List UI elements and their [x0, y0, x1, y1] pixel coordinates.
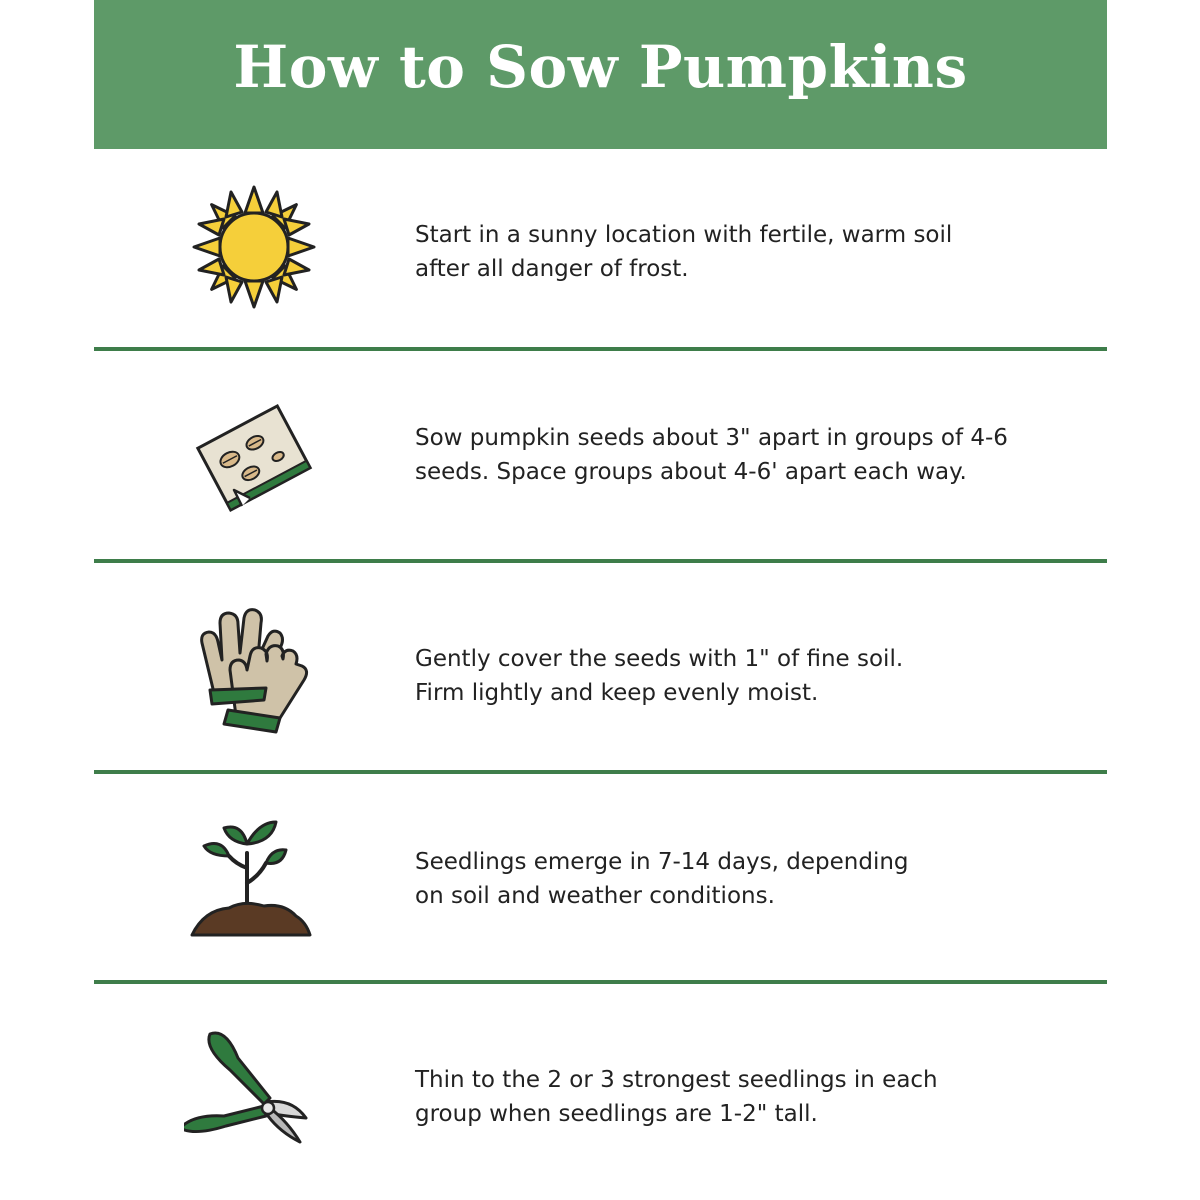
seedling-icon [184, 808, 324, 948]
divider [94, 770, 1107, 774]
step-2-line-2: seeds. Space groups about 4-6' apart each way. [415, 459, 967, 485]
step-5-text [415, 1063, 1085, 1131]
step-4-text [415, 845, 1085, 913]
pruning-shears-icon [184, 1018, 324, 1158]
divider [94, 347, 1107, 351]
gardening-gloves-icon [184, 598, 324, 738]
step-5-line-1: Thin to the 2 or 3 strongest seedlings in each [415, 1067, 938, 1093]
title-banner [94, 0, 1107, 149]
step-4-line-1: Seedlings emerge in 7-14 days, depending [415, 849, 909, 875]
sun-icon [184, 177, 324, 317]
seed-packet-icon [184, 388, 324, 528]
step-5-line-2: group when seedlings are 1-2" tall. [415, 1101, 818, 1127]
step-4-line-2: on soil and weather conditions. [415, 883, 775, 909]
infographic [94, 0, 1107, 1200]
page-title: How to Sow Pumpkins [233, 32, 968, 101]
divider [94, 559, 1107, 563]
step-3-line-1: Gently cover the seeds with 1" of fine soil. [415, 646, 904, 672]
step-2-line-1: Sow pumpkin seeds about 3" apart in groups of 4-6 [415, 425, 1008, 451]
step-3-line-2: Firm lightly and keep evenly moist. [415, 680, 819, 706]
step-1-line-1: Start in a sunny location with fertile, warm soil [415, 222, 953, 248]
step-1-text [415, 218, 1085, 286]
step-1-line-2: after all danger of frost. [415, 256, 689, 282]
divider [94, 980, 1107, 984]
step-2-text [415, 421, 1085, 489]
step-3-text [415, 642, 1085, 710]
